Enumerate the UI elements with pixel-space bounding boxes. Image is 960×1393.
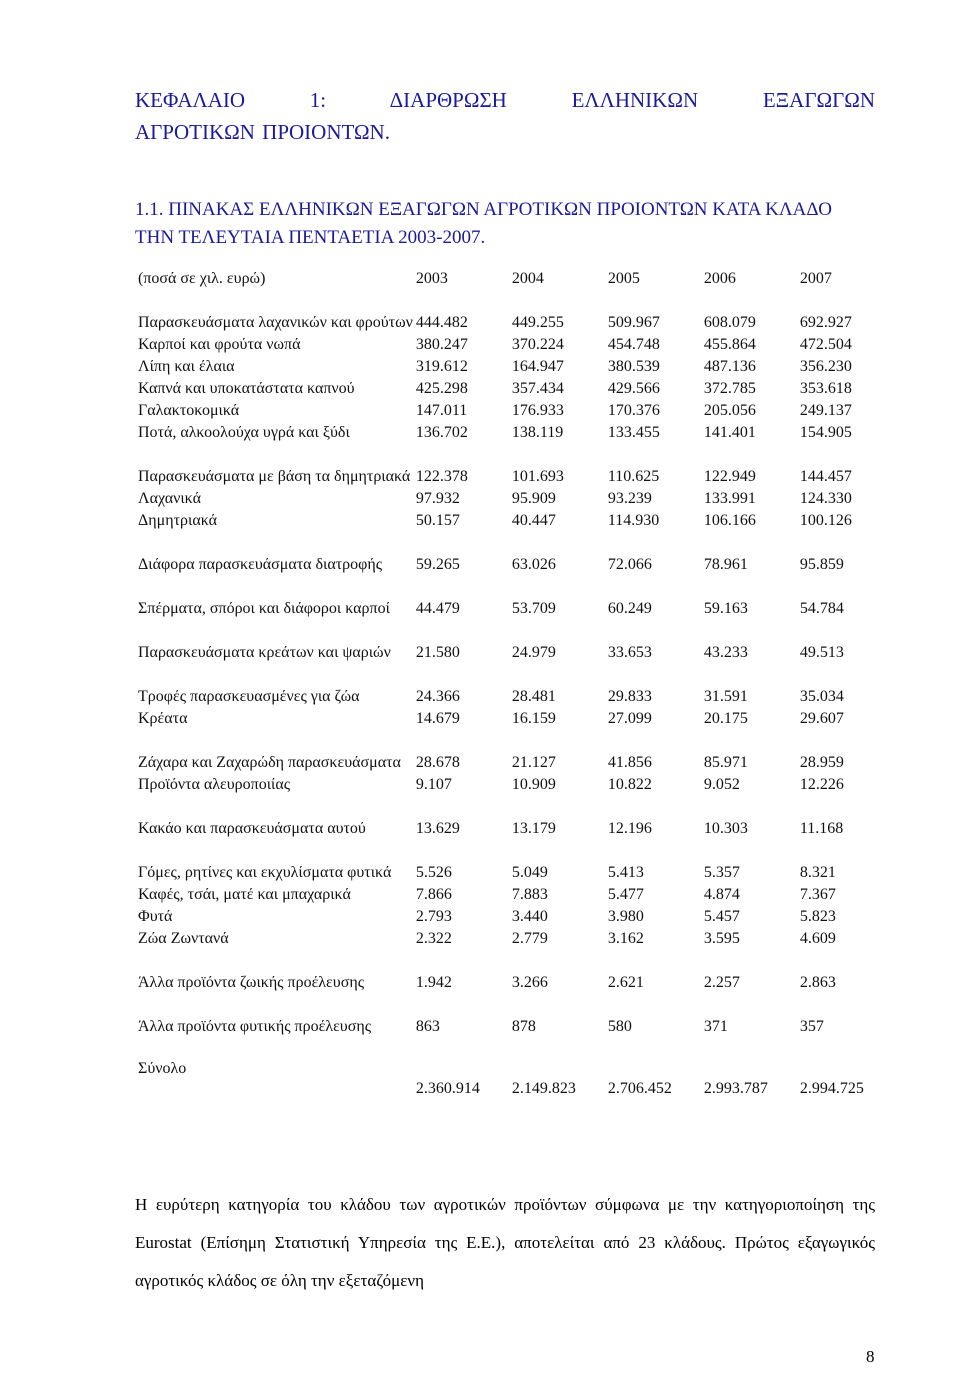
row-label: Προϊόντα αλευροποιίας	[138, 776, 291, 793]
table-cell: 5.357	[703, 864, 740, 881]
table-cell: 53.709	[511, 600, 556, 617]
table-cell: 878	[511, 1018, 536, 1035]
table-cell: 10.303	[703, 820, 748, 837]
row-label: Φυτά	[138, 908, 173, 925]
row-label: Ζώα Ζωντανά	[138, 930, 229, 947]
row-label: Λίπη και έλαια	[138, 358, 235, 375]
table-cell: 357	[799, 1018, 824, 1035]
row-label: Παρασκευάσματα κρεάτων και ψαριών	[138, 644, 391, 661]
table-cell: 59.163	[703, 600, 748, 617]
table-row	[135, 906, 893, 928]
table-row	[135, 796, 893, 840]
table-cell: 863	[415, 1018, 440, 1035]
table-cell: 425.298	[415, 380, 468, 397]
exports-table	[135, 268, 893, 1100]
table-cell: 14.679	[415, 710, 460, 727]
table-cell: 5.457	[703, 908, 740, 925]
table-cell: 380.247	[415, 336, 468, 353]
table-cell: 101.693	[511, 468, 564, 485]
table-row	[135, 994, 893, 1038]
total-cell: 2.993.787	[703, 1080, 768, 1097]
table-cell: 13.629	[415, 820, 460, 837]
table-cell: 3.162	[607, 930, 644, 947]
chapter-title-line-2: ΑΓΡΟΤΙΚΩΝ ΠΡΟΙΟΝΤΩΝ.	[135, 120, 390, 144]
year-header: 2005	[607, 270, 640, 287]
table-cell: 28.481	[511, 688, 556, 705]
year-header: 2007	[799, 270, 832, 287]
table-cell: 138.119	[511, 424, 564, 441]
table-cell: 28.959	[799, 754, 844, 771]
table-cell: 3.266	[511, 974, 548, 991]
row-label: Παρασκευάσματα με βάση τα δημητριακά	[138, 468, 411, 485]
chapter-title	[135, 84, 875, 148]
table-cell: 12.226	[799, 776, 844, 793]
table-cell: 31.591	[703, 688, 748, 705]
table-cell: 2.779	[511, 930, 548, 947]
row-label: Ποτά, αλκοολούχα υγρά και ξύδι	[138, 424, 350, 441]
unit-label: (ποσά σε χιλ. ευρώ)	[138, 270, 266, 287]
table-cell: 10.909	[511, 776, 556, 793]
row-label: Γόμες, ρητίνες και εκχυλίσματα φυτικά	[138, 864, 392, 881]
table-cell: 11.168	[799, 820, 844, 837]
table-cell: 40.447	[511, 512, 556, 529]
table-cell: 114.930	[607, 512, 660, 529]
table-cell: 7.866	[415, 886, 452, 903]
table-cell: 41.856	[607, 754, 652, 771]
table-cell: 176.933	[511, 402, 564, 419]
table-cell: 27.099	[607, 710, 652, 727]
row-label: Άλλα προϊόντα φυτικής προέλευσης	[138, 1018, 372, 1035]
table-cell: 170.376	[607, 402, 660, 419]
table-row	[135, 576, 893, 620]
table-cell: 100.126	[799, 512, 852, 529]
table-cell: 608.079	[703, 314, 756, 331]
table-cell: 692.927	[799, 314, 852, 331]
table-cell: 353.618	[799, 380, 852, 397]
table-cell: 63.026	[511, 556, 556, 573]
table-row	[135, 620, 893, 664]
table-row	[135, 290, 893, 334]
table-cell: 356.230	[799, 358, 852, 375]
table-row	[135, 730, 893, 774]
row-label: Ζάχαρα και Ζαχαρώδη παρασκευάσματα	[138, 754, 401, 771]
table-cell: 106.166	[703, 512, 756, 529]
table-cell: 509.967	[607, 314, 660, 331]
table-cell: 487.136	[703, 358, 756, 375]
table-cell: 28.678	[415, 754, 460, 771]
table-cell: 2.793	[415, 908, 452, 925]
table-cell: 5.477	[607, 886, 644, 903]
table-cell: 5.049	[511, 864, 548, 881]
table-cell: 2.863	[799, 974, 836, 991]
table-cell: 9.052	[703, 776, 740, 793]
table-cell: 7.883	[511, 886, 548, 903]
table-cell: 144.457	[799, 468, 852, 485]
table-row	[135, 840, 893, 884]
table-cell: 50.157	[415, 512, 460, 529]
total-cell: 2.360.914	[415, 1080, 480, 1097]
table-cell: 3.440	[511, 908, 548, 925]
table-cell: 454.748	[607, 336, 660, 353]
table-cell: 4.609	[799, 930, 836, 947]
row-label: Γαλακτοκομικά	[138, 402, 240, 419]
table-row	[135, 928, 893, 950]
table-cell: 147.011	[415, 402, 468, 419]
page-number: 8	[866, 1347, 875, 1366]
chapter-title-line-1: ΚΕΦΑΛΑΙΟ 1: ΔΙΑΡΘΡΩΣΗ ΕΛΛΗΝΙΚΩΝ ΕΞΑΓΩΓΩΝ	[135, 88, 875, 112]
table-row	[135, 664, 893, 708]
row-label: Κακάο και παρασκευάσματα αυτού	[138, 820, 366, 837]
row-label: Καφές, τσάι, ματέ και μπαχαρικά	[138, 886, 351, 903]
row-label: Λαχανικά	[138, 490, 201, 507]
table-row	[135, 356, 893, 378]
table-total-row	[135, 1038, 893, 1100]
table-cell: 12.196	[607, 820, 652, 837]
table-cell: 122.378	[415, 468, 468, 485]
table-cell: 20.175	[703, 710, 748, 727]
table-cell: 35.034	[799, 688, 844, 705]
table-row	[135, 510, 893, 532]
table-cell: 21.580	[415, 644, 460, 661]
table-cell: 444.482	[415, 314, 468, 331]
table-cell: 21.127	[511, 754, 556, 771]
table-cell: 3.595	[703, 930, 740, 947]
table-cell: 44.479	[415, 600, 460, 617]
row-label: Άλλα προϊόντα ζωικής προέλευσης	[138, 974, 365, 991]
table-row	[135, 334, 893, 356]
table-cell: 5.526	[415, 864, 452, 881]
table-cell: 110.625	[607, 468, 660, 485]
table-cell: 4.874	[703, 886, 740, 903]
table-cell: 85.971	[703, 754, 748, 771]
total-cell: 2.149.823	[511, 1080, 576, 1097]
table-cell: 95.859	[799, 556, 844, 573]
table-cell: 2.322	[415, 930, 452, 947]
total-cell: 2.706.452	[607, 1080, 672, 1097]
table-cell: 33.653	[607, 644, 652, 661]
table-cell: 1.942	[415, 974, 452, 991]
row-label: Διάφορα παρασκευάσματα διατροφής	[138, 556, 383, 573]
table-cell: 16.159	[511, 710, 556, 727]
row-label: Τροφές παρασκευασμένες για ζώα	[138, 688, 360, 705]
table-cell: 78.961	[703, 556, 748, 573]
table-cell: 29.833	[607, 688, 652, 705]
table-cell: 133.991	[703, 490, 756, 507]
total-label: Σύνολο	[138, 1060, 187, 1077]
table-cell: 372.785	[703, 380, 756, 397]
table-cell: 10.822	[607, 776, 652, 793]
table-cell: 141.401	[703, 424, 756, 441]
table-cell: 319.612	[415, 358, 468, 375]
table-row	[135, 378, 893, 400]
table-cell: 154.905	[799, 424, 852, 441]
table-cell: 72.066	[607, 556, 652, 573]
table-cell: 95.909	[511, 490, 556, 507]
table-cell: 24.979	[511, 644, 556, 661]
table-cell: 124.330	[799, 490, 852, 507]
year-header: 2003	[415, 270, 448, 287]
table-row	[135, 444, 893, 488]
row-label: Παρασκευάσματα λαχανικών και φρούτων	[138, 314, 413, 331]
table-cell: 2.621	[607, 974, 644, 991]
table-cell: 205.056	[703, 402, 756, 419]
table-cell: 249.137	[799, 402, 852, 419]
table-cell: 357.434	[511, 380, 564, 397]
table-cell: 3.980	[607, 908, 644, 925]
table-cell: 371	[703, 1018, 728, 1035]
table-cell: 380.539	[607, 358, 660, 375]
table-cell: 29.607	[799, 710, 844, 727]
table-header-row	[135, 268, 893, 290]
table-cell: 59.265	[415, 556, 460, 573]
year-header: 2006	[703, 270, 736, 287]
table-cell: 449.255	[511, 314, 564, 331]
table-cell: 429.566	[607, 380, 660, 397]
table-cell: 49.513	[799, 644, 844, 661]
table-cell: 60.249	[607, 600, 652, 617]
row-label: Καρποί και φρούτα νωπά	[138, 336, 301, 353]
row-label: Καπνά και υποκατάστατα καπνού	[138, 380, 355, 397]
table-cell: 9.107	[415, 776, 452, 793]
row-label: Κρέατα	[138, 710, 188, 727]
year-header: 2004	[511, 270, 544, 287]
table-cell: 164.947	[511, 358, 564, 375]
body-paragraph: Η ευρύτερη κατηγορία του κλάδου των αγροτικών προϊόντων σύμφωνα με την κατηγοριοποίηση της Eurostat (Επίσημη Στατιστική Υπηρεσία της Ε.Ε.), αποτελείται από 23 κλάδους. Πρώτος εξαγωγικός αγροτικός κλάδος σε όλη την εξεταζόμενη	[135, 1195, 875, 1290]
table-cell: 136.702	[415, 424, 468, 441]
table-cell: 5.823	[799, 908, 836, 925]
table-cell: 472.504	[799, 336, 852, 353]
table-cell: 2.257	[703, 974, 740, 991]
table-cell: 5.413	[607, 864, 644, 881]
total-cell: 2.994.725	[799, 1080, 864, 1097]
table-cell: 97.932	[415, 490, 460, 507]
table-cell: 370.224	[511, 336, 564, 353]
row-label: Δημητριακά	[138, 512, 218, 529]
table-row	[135, 400, 893, 422]
table-cell: 43.233	[703, 644, 748, 661]
section-title: 1.1. ΠΙΝΑΚΑΣ ΕΛΛΗΝΙΚΩΝ ΕΞΑΓΩΓΩΝ ΑΓΡΟΤΙΚΩΝ ΠΡΟΙΟΝΤΩΝ ΚΑΤΑ ΚΛΑΔΟ ΤΗΝ ΤΕΛΕΥΤΑΙΑ ΠΕΝΤΑΕΤΙΑ 2003-2007.	[135, 199, 832, 248]
table-cell: 455.864	[703, 336, 756, 353]
row-label: Σπέρματα, σπόροι και διάφοροι καρποί	[138, 600, 390, 617]
table-row	[135, 950, 893, 994]
table-row	[135, 884, 893, 906]
table-cell: 580	[607, 1018, 632, 1035]
table-cell: 93.239	[607, 490, 652, 507]
table-cell: 24.366	[415, 688, 460, 705]
table-cell: 7.367	[799, 886, 836, 903]
table-row	[135, 422, 893, 444]
table-cell: 54.784	[799, 600, 844, 617]
table-row	[135, 488, 893, 510]
table-row	[135, 708, 893, 730]
table-cell: 133.455	[607, 424, 660, 441]
table-row	[135, 774, 893, 796]
table-cell: 13.179	[511, 820, 556, 837]
table-cell: 8.321	[799, 864, 836, 881]
table-cell: 122.949	[703, 468, 756, 485]
table-row	[135, 532, 893, 576]
